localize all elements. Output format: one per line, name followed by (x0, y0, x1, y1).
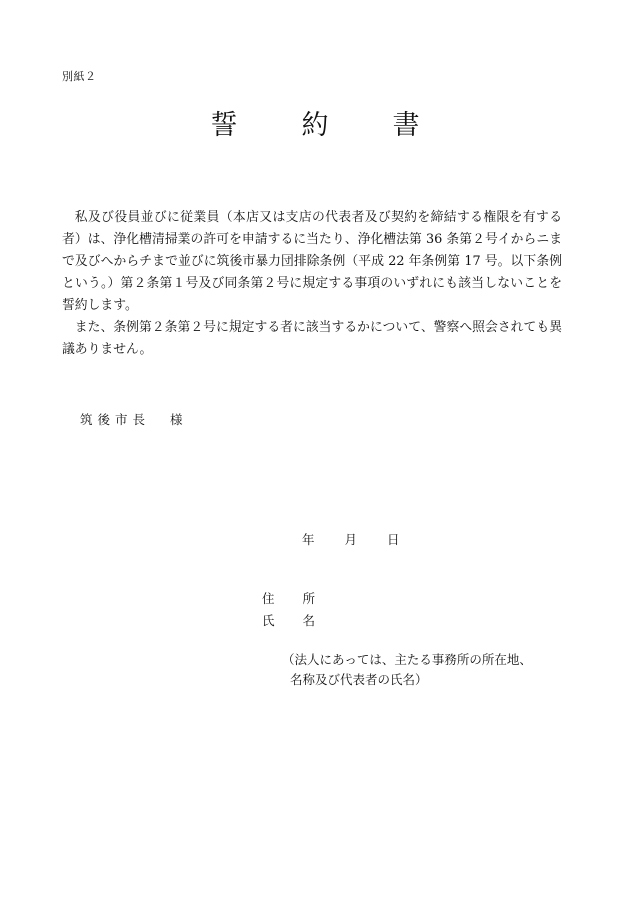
address-field (262, 589, 315, 607)
date-line (302, 530, 400, 548)
name-field (262, 611, 315, 629)
recipient-name: 筑後市長 (80, 412, 151, 427)
address-label-char-1: 住 (262, 591, 275, 606)
date-month-label: 月 (344, 532, 358, 547)
title-char-2: 約 (301, 110, 329, 141)
pledge-body (62, 207, 562, 361)
attachment-label: 別紙２ (62, 70, 97, 83)
pledge-paragraph-2: また、条例第２条第２号に規定する者に該当するかについて、警察へ照会されても異議ありません。 (62, 320, 562, 357)
corporate-note-line-1: （法人にあっては、主たる事務所の所在地、 (282, 652, 532, 667)
title-char-3: 書 (392, 110, 420, 141)
address-label-char-2: 所 (302, 591, 316, 606)
corporate-note-line-2: 名称及び代表者の氏名） (290, 672, 428, 687)
date-day-label: 日 (387, 532, 400, 547)
corporate-note (282, 650, 532, 690)
date-year-label: 年 (302, 532, 315, 547)
pledge-paragraph-1: 私及び役員並びに従業員（本店又は支店の代表者及び契約を締結する権限を有する者）は、浄化槽清掃業の許可を申請するに当たり、浄化槽法第 36 条第２号イからニまで及びへからチまで並びに筑後市暴力団排除条例（平成 22 年条例第 17 号。以下条例という。）第２条第１号及び同条第２号に規定する事項のいずれにも該当しないことを誓約します。 (62, 210, 562, 313)
name-label-char-1: 氏 (262, 613, 275, 628)
recipient (80, 410, 183, 428)
recipient-honorific: 様 (170, 412, 183, 427)
name-label-char-2: 名 (302, 613, 316, 628)
title-char-1: 誓 (210, 110, 238, 141)
document-title (0, 110, 630, 142)
